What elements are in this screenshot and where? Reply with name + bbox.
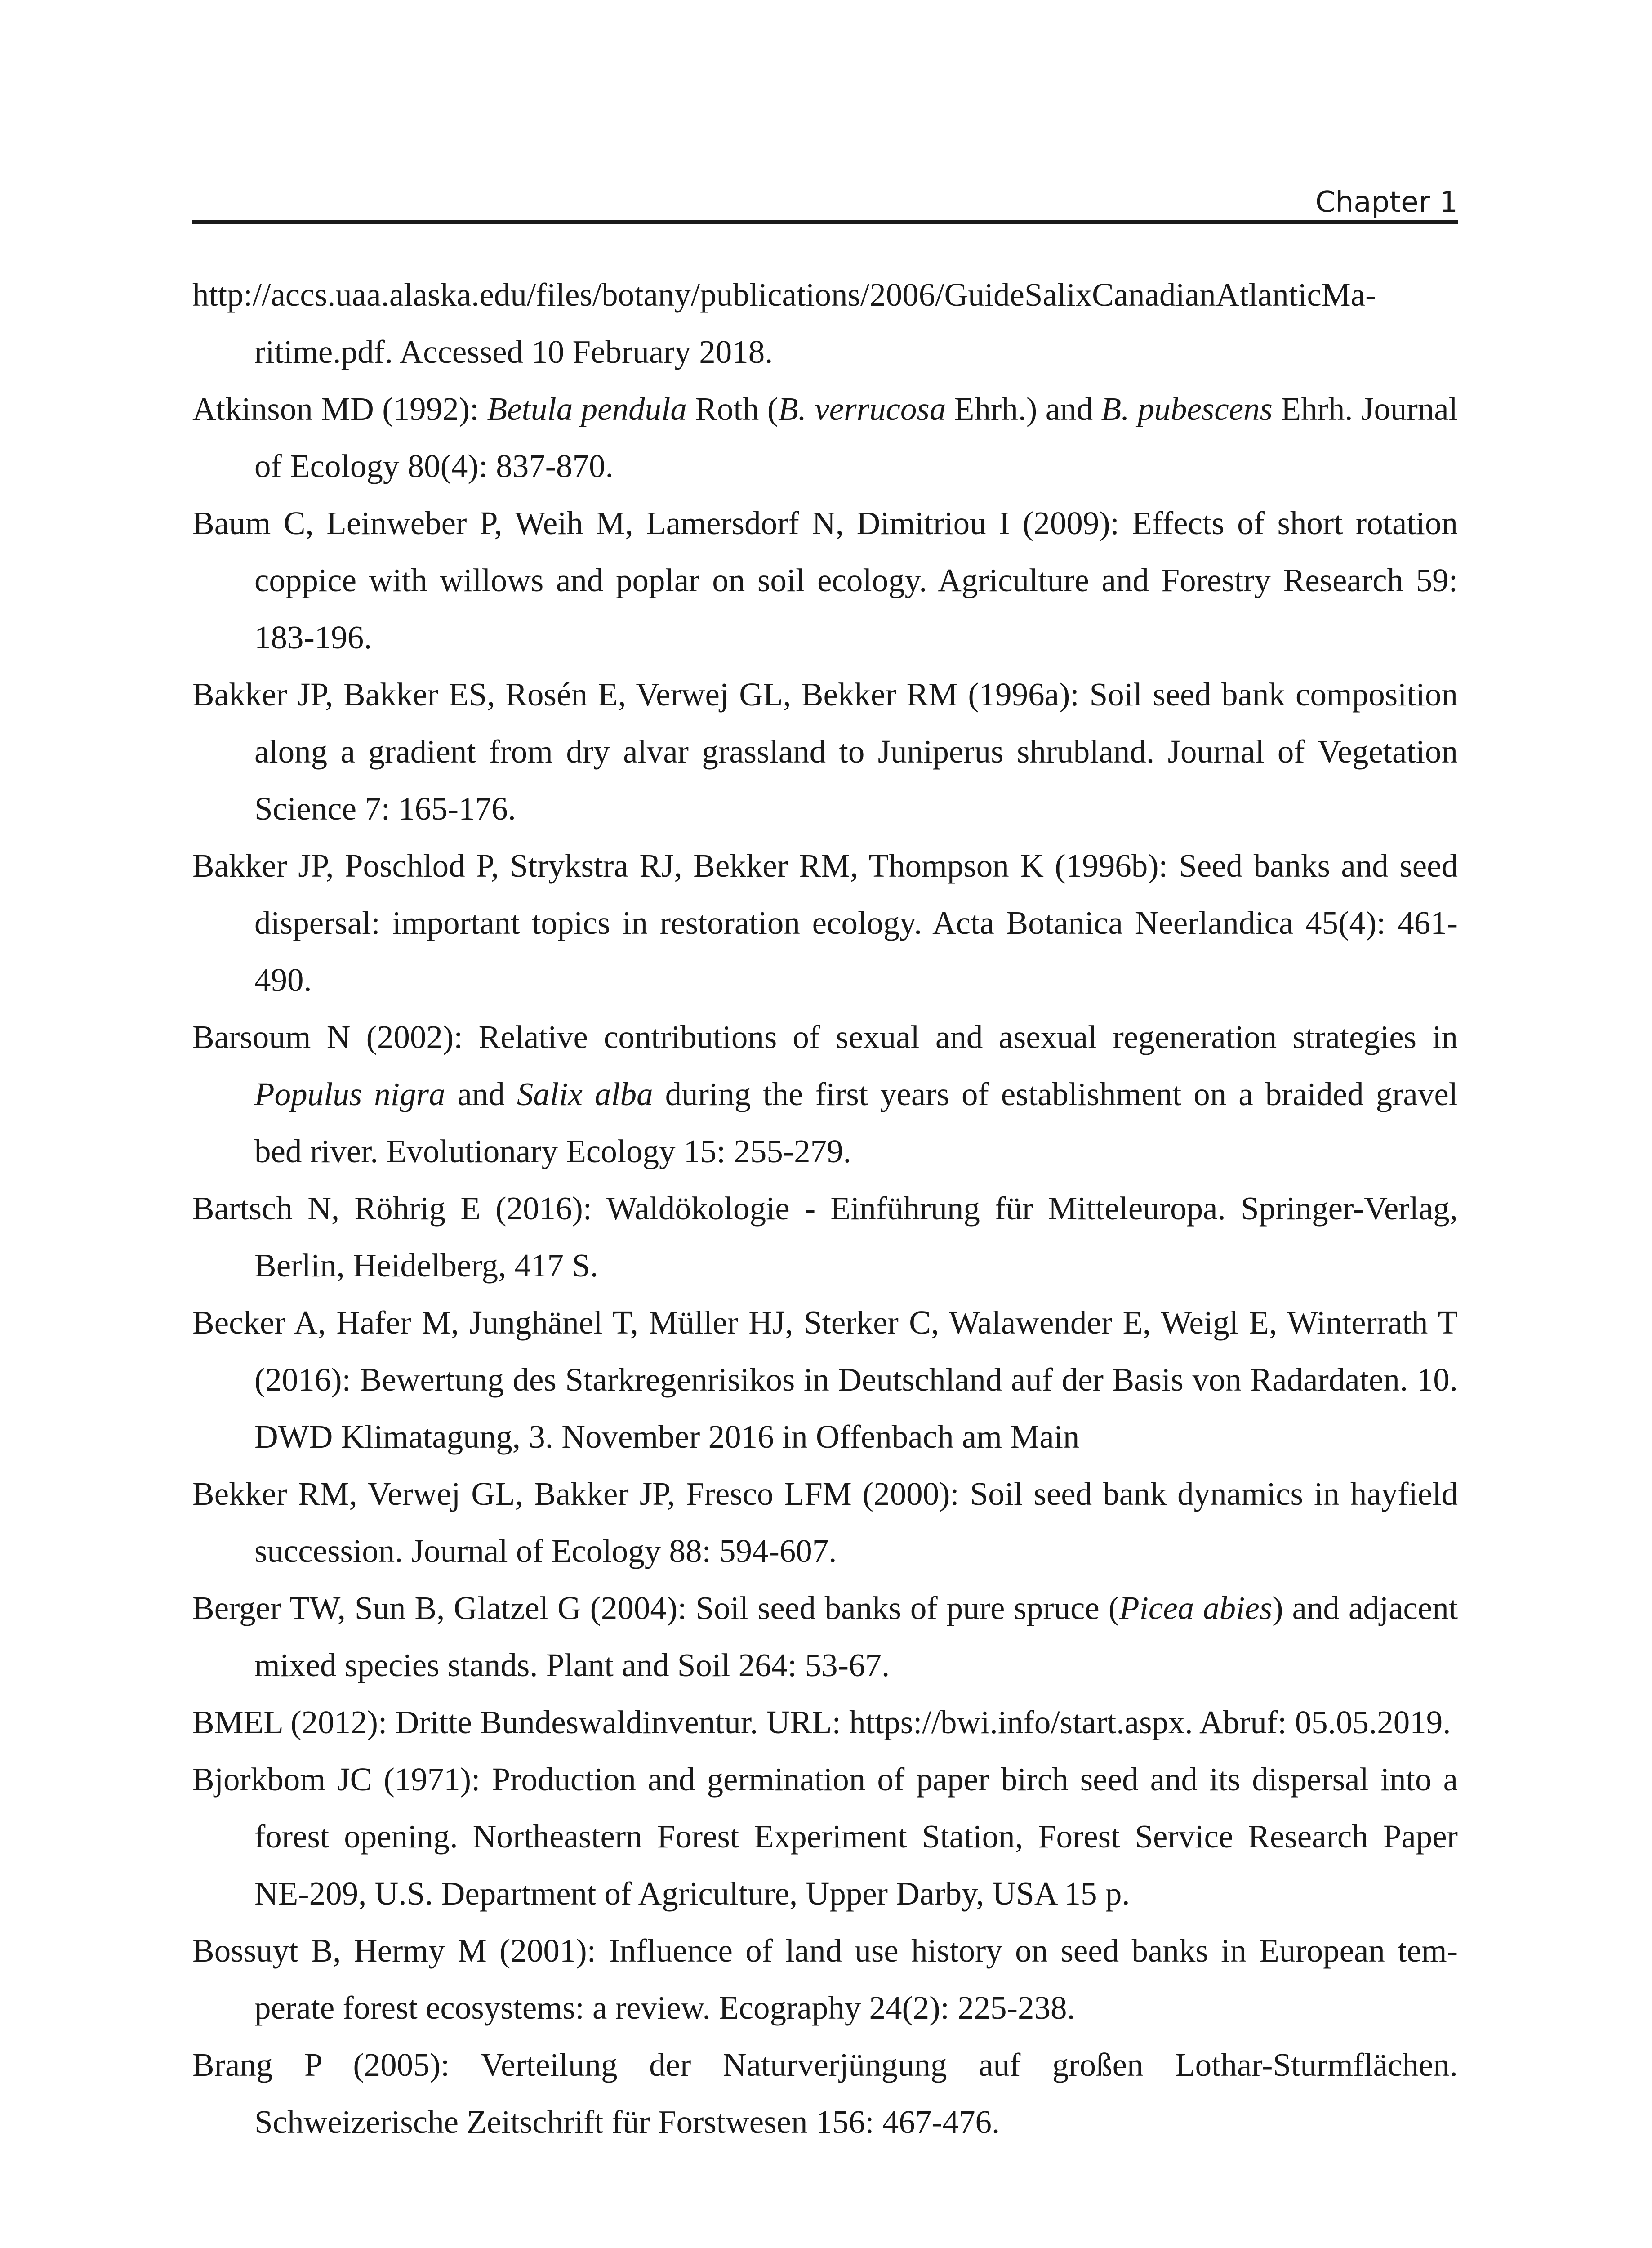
reference-entry: Barsoum N (2002): Relative contributions of sexual and asexual regeneration strategies in Populus nigra and Salix alba during the first years of establishment on a braided gravel bed river. Evolutionary Ecology 15: 255-279.: [192, 1019, 1458, 1169]
species-name: B. pubescens: [1101, 391, 1273, 427]
reference-entry: Bakker JP, Poschlod P, Strykstra RJ, Bekker RM, Thompson K (1996b): Seed banks and seed dispersal: important topics in restoration ecology. Acta Botanica Neerlandica 45(4): 461-490.: [192, 847, 1458, 998]
reference-entry: Bartsch N, Röhrig E (2016): Waldökologie - Einführung für Mitteleuropa. Springer-Verlag, Berlin, Heidelberg, 417 S.: [192, 1190, 1458, 1284]
reference-entry: Bossuyt B, Hermy M (2001): Influence of land use history on seed banks in European temperate forest ecosystems: a review. Ecography 24(2): 225-238.: [192, 1932, 1458, 2026]
reference-entry: Berger TW, Sun B, Glatzel G (2004): Soil seed banks of pure spruce (Picea abies) and adjacent mixed species stands. Plant and Soil 264: 53-67.: [192, 1590, 1458, 1683]
species-name: Populus nigra: [254, 1076, 445, 1112]
species-name: Betula pendula: [487, 391, 687, 427]
species-name: B. verrucosa: [778, 391, 946, 427]
page-header: [192, 179, 1458, 224]
reference-entry: Baum C, Leinweber P, Weih M, Lamersdorf N, Dimitriou I (2009): Effects of short rotation coppice with willows and poplar on soil ecology. Agriculture and Forestry Research 59: 183-196.: [192, 505, 1458, 656]
reference-entry: BMEL (2012): Dritte Bundeswaldinventur. URL: https://bwi.info/start.aspx. Abruf: 05.05.2019.: [192, 1704, 1451, 1740]
species-name: Salix alba: [517, 1076, 653, 1112]
species-name: Picea abies: [1119, 1590, 1273, 1626]
reference-list: [192, 266, 1458, 2150]
reference-entry: Bakker JP, Bakker ES, Rosén E, Verwej GL, Bekker RM (1996a): Soil seed bank composition along a gradient from dry alvar grassland to Juniperus shrubland. Journal of Vegetation Science 7: 165-176.: [192, 676, 1458, 827]
reference-entry: http://accs.uaa.alaska.edu/files/botany/publications/2006/GuideSalixCanadianAtlanticMaritime.pdf. Accessed 10 February 2018.: [192, 277, 1376, 370]
reference-entry: Atkinson MD (1992): Betula pendula Roth (B. verrucosa Ehrh.) and B. pubescens Ehrh. Journal of Ecology 80(4): 837-870.: [192, 391, 1458, 484]
reference-entry: Becker A, Hafer M, Junghänel T, Müller HJ, Sterker C, Walawender E, Weigl E, Winterrath T (2016): Bewertung des Starkregenrisikos in Deutschland auf der Basis von Radardaten. 10. DWD Klimatagung, 3. November 2016 in Offenbach am Main: [192, 1304, 1458, 1455]
reference-entry: Bjorkbom JC (1971): Production and germination of paper birch seed and its dispersal into a forest opening. Northeastern Forest Experiment Station, Forest Service Research Paper NE-209, U.S. Department of Agriculture, Upper Darby, USA 15 p.: [192, 1761, 1458, 1912]
chapter-title: Chapter 1: [1315, 186, 1458, 219]
reference-entry: Bekker RM, Verwej GL, Bakker JP, Fresco LFM (2000): Soil seed bank dynamics in hayfield succession. Journal of Ecology 88: 594-607.: [192, 1476, 1458, 1569]
reference-entry: Brang P (2005): Verteilung der Naturverjüngung auf großen Lothar-Sturmflächen. Schweizerische Zeitschrift für Forstwesen 156: 467-476.: [192, 2047, 1458, 2140]
